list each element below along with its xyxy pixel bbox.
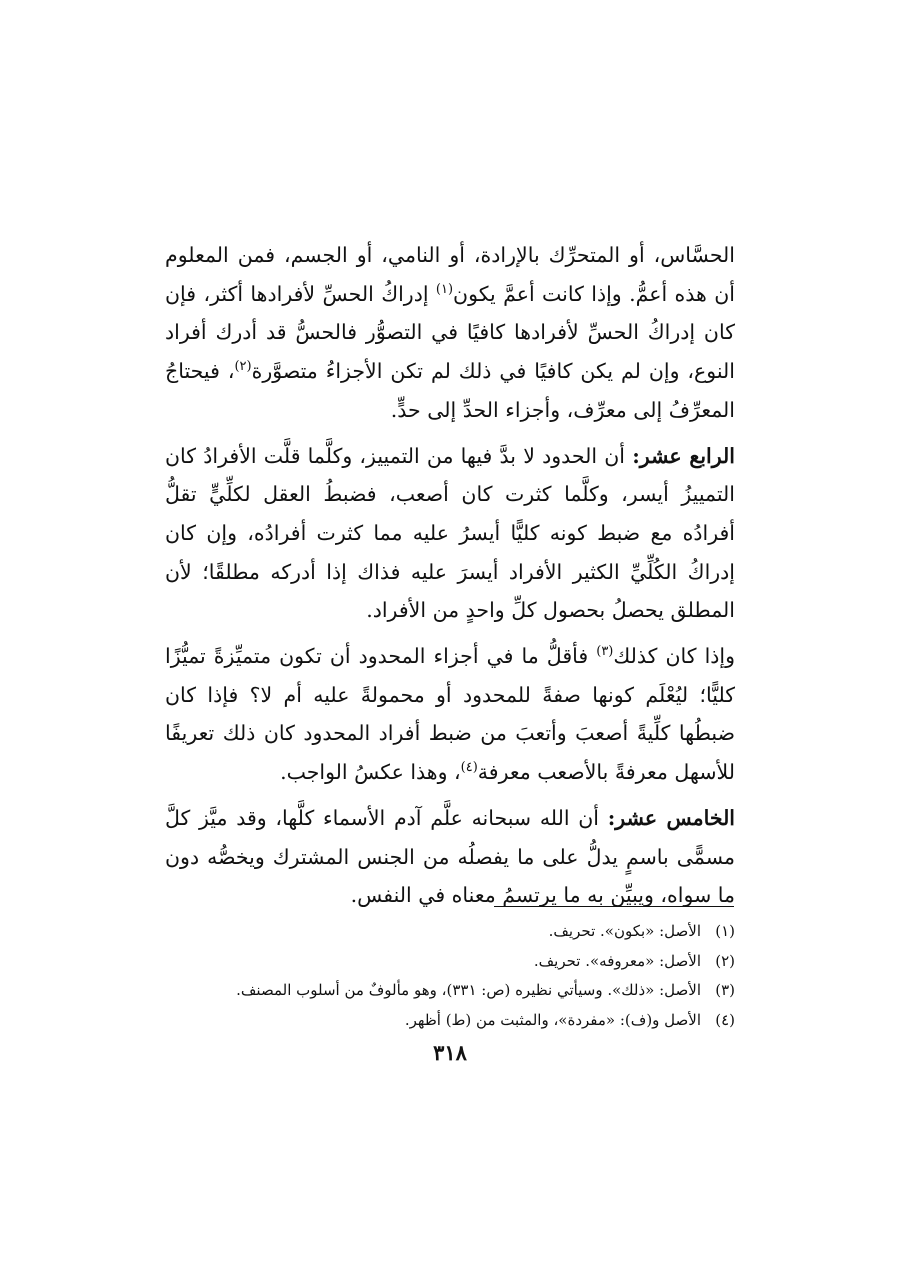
paragraph-text: فأقلُّ ما في أجزاء المحدود أن تكون متميِّزةً تميُّزًا كليًّا؛ ليُعْلَم كونها صفةً للمحدود أو محمولةً عليه أم لا؟ فإذا كان ضبطُها كلِّيةً أصعبَ وأتعبَ من ضبط أفراد المحدود كان ذلك تعريفًا للأسهل معرفةً بالأصعب معرفة <box>165 644 735 785</box>
footnote-separator <box>494 906 734 907</box>
paragraph <box>165 637 735 792</box>
paragraph-text: الحسَّاس، أو المتحرِّك بالإرادة، أو النامي، أو الجسم، فمن المعلوم أن هذه أعمُّ. وإذا كانت أعمَّ يكون <box>165 243 736 306</box>
footnote-number: (٢) <box>715 951 735 970</box>
footnote-text: الأصل: «بكون». تحريف. <box>548 922 701 940</box>
section-lead: الخامس عشر: <box>607 805 736 830</box>
body-text <box>165 236 735 922</box>
footnote <box>165 1006 735 1036</box>
footnote-number: (٣) <box>715 981 735 999</box>
section-lead: الرابع عشر: <box>632 443 735 468</box>
footnote-reference: (٤) <box>460 760 478 776</box>
footnote-number: (٤) <box>715 1010 735 1029</box>
paragraph-text: إدراكُ الحسِّ لأفرادها أكثر، فإن كان إدراكُ الحسِّ لأفرادها كافيًا في التصوُّر فالحسُّ قد أدرك أفراد النوع، وإن لم يكن كافيًا في ذلك لم تكن الأجزاءُ متصوَّرة <box>165 281 735 384</box>
paragraph-text: ، فيحتاجُ المعرِّفُ إلى معرِّف، وأجزاء الحدِّ إلى حدٍّ. <box>165 359 735 422</box>
paragraph <box>165 799 735 915</box>
paragraph <box>165 437 735 631</box>
footnote-reference: (١) <box>435 281 454 297</box>
footnote-reference: (٣) <box>596 644 614 660</box>
footnote-reference: (٢) <box>234 359 252 375</box>
paragraph-text: وإذا كان كذلك <box>613 644 736 669</box>
footnote <box>165 976 735 1006</box>
footnote-text: الأصل: «ذلك». وسيأتي نظيره (ص: ٣٣١)، وهو مألوفٌ من أسلوب المصنف. <box>236 981 701 999</box>
footnote <box>165 947 735 977</box>
footnote-number: (١) <box>715 922 735 940</box>
footnotes <box>165 917 735 1035</box>
footnote <box>165 917 735 947</box>
footnote-text: الأصل و(ف): «مفردة»، والمثبت من (ط) أظهر. <box>404 1010 701 1029</box>
paragraph <box>165 236 735 430</box>
footnote-text: الأصل: «معروفه». تحريف. <box>533 951 701 970</box>
page-number: ٣١٨ <box>433 1040 467 1065</box>
paragraph-text: أن الله سبحانه علَّم آدم الأسماء كلَّها، وقد ميَّز كلَّ مسمًّى باسمٍ يدلُّ على ما يفصلُه من الجنس المشترك ويخصُّه دون ما سواه، ويبيِّن به ما يرتسمُ معناه في النفس. <box>165 805 735 908</box>
paragraph-text: أن الحدود لا بدَّ فيها من التمييز، وكلَّما قلَّت الأفرادُ كان التمييزُ أيسر، وكلَّما كثرت كان أصعب، فضبطُ العقل لكلِّيٍّ تقلُّ أفرادُه مع ضبط كونه كليًّا أيسرُ عليه مما كثرت أفرادُه، وإن كان إدراكُ الكُلِّيِّ الكثير الأفراد أيسرَ عليه فذاك إذا أدركه مطلقًا؛ لأن المطلق يحصلُ بحصول كلِّ واحدٍ من الأفراد. <box>165 443 735 623</box>
paragraph-text: ، وهذا عكسُ الواجب. <box>280 760 461 785</box>
